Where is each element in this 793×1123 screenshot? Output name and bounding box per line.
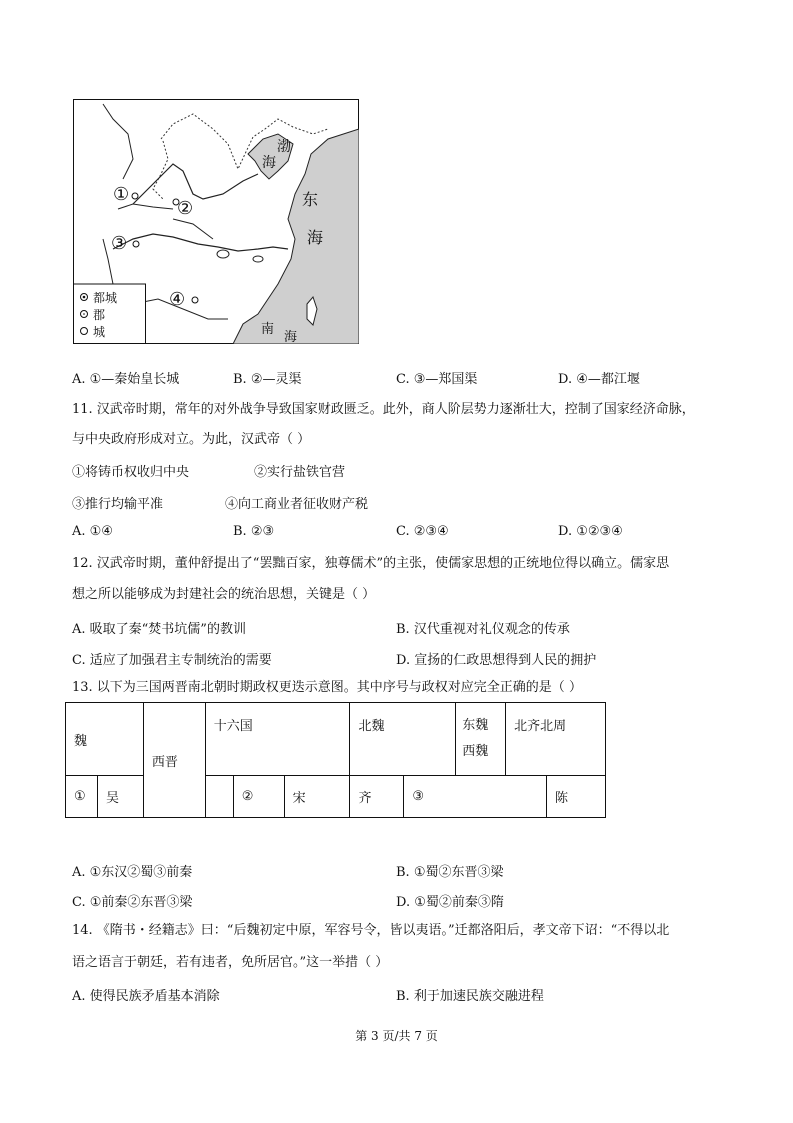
cell-n2: ② — [233, 776, 284, 818]
q11-option-d[interactable]: D. ①②③④ — [558, 524, 623, 539]
map-label-bohai-2: 海 — [262, 155, 276, 171]
lake-2 — [253, 256, 263, 262]
q14-option-b[interactable]: B. 利于加速民族交融进程 — [396, 989, 544, 1004]
q10-option-d[interactable]: D. ④—都江堰 — [558, 372, 640, 387]
q11-stem-line-1: 11. 汉武帝时期，常年的对外战争导致国家财政匮乏。此外，商人阶层势力逐渐壮大，控制了国家经济命脉， — [72, 402, 695, 417]
legend-commandery-label: 郡 — [93, 308, 106, 322]
page-number: 第 3 页/共 7 页 — [355, 1029, 438, 1043]
cell-shiliuguo: 十六国 — [205, 703, 350, 776]
legend-city-symbol — [81, 328, 88, 335]
q12-option-d[interactable]: D. 宣扬的仁政思想得到人民的拥护 — [396, 653, 597, 668]
q11-item-1: ①将铸币权收归中央 — [72, 465, 190, 480]
cell-dongwei: 东魏 — [462, 718, 489, 733]
map-label-nanhai-1: 南 — [261, 322, 275, 337]
q13-option-d[interactable]: D. ①蜀②前秦③隋 — [396, 895, 504, 910]
map-label-nanhai-2: 海 — [284, 330, 298, 345]
cell-xiwei: 西魏 — [462, 744, 489, 759]
lake — [217, 250, 229, 258]
cell-xijin: 西晋 — [143, 703, 205, 818]
q14-stem-line-1: 14. 《隋书・经籍志》曰：“后魏初定中原，军容号令，皆以夷语。”迁都洛阳后，孝文帝下诏：“不得以北 — [72, 923, 670, 938]
q10-option-b[interactable]: B. ②—灵渠 — [233, 372, 302, 387]
legend-city-label: 城 — [93, 325, 106, 339]
historical-map — [73, 99, 359, 344]
q12-option-c[interactable]: C. 适应了加强君主专制统治的需要 — [72, 653, 272, 668]
q12-stem-line-2: 想之所以能够成为封建社会的统治思想，关键是（ ） — [72, 587, 376, 602]
map-drawing — [73, 99, 359, 344]
regime-succession-table — [65, 702, 606, 818]
q11-option-b[interactable]: B. ②③ — [233, 524, 275, 539]
cell-song: 宋 — [284, 776, 350, 818]
q10-option-c[interactable]: C. ③—郑国渠 — [396, 372, 478, 387]
q14-stem-line-2: 语之语言于朝廷，若有违者，免所居官。”这一举措（ ） — [72, 955, 389, 970]
cell-n3: ③ — [404, 776, 547, 818]
cell-wei: 魏 — [66, 703, 144, 776]
map-marker-1: ① — [113, 184, 130, 205]
q11-item-4: ④向工商业者征收财产税 — [225, 497, 369, 512]
cell-qi: 齐 — [350, 776, 404, 818]
cell-beiqi-beizhou: 北齐北周 — [506, 703, 606, 776]
q12-option-b[interactable]: B. 汉代重视对礼仪观念的传承 — [396, 622, 570, 637]
q13-option-a[interactable]: A. ①东汉②蜀③前秦 — [72, 865, 193, 880]
cell-chen: 陈 — [547, 776, 606, 818]
city-marker-3 — [133, 241, 139, 247]
map-marker-4: ④ — [169, 289, 186, 310]
legend-capital-label: 都城 — [93, 291, 118, 305]
map-marker-2: ② — [177, 198, 194, 219]
map-label-donghai-2: 海 — [307, 228, 324, 247]
map-label-donghai-1: 东 — [302, 190, 319, 209]
q12-stem-line-1: 12. 汉武帝时期，董仲舒提出了“罢黜百家，独尊儒术”的主张，使儒家思想的正统地位得以确立。儒家思 — [72, 556, 670, 571]
cell-empty — [205, 776, 233, 818]
map-marker-3: ③ — [111, 233, 128, 254]
q10-option-a[interactable]: A. ①—秦始皇长城 — [72, 372, 180, 387]
q13-stem: 13. 以下为三国两晋南北朝时期政权更迭示意图。其中序号与政权对应完全正确的是（ ） — [72, 680, 582, 695]
map-label-bohai-1: 渤 — [277, 139, 291, 155]
q11-option-a[interactable]: A. ①④ — [72, 524, 113, 539]
q11-item-3: ③推行均输平准 — [72, 497, 164, 512]
cell-beiwei: 北魏 — [350, 703, 456, 776]
city-marker-1 — [132, 193, 138, 199]
q13-option-b[interactable]: B. ①蜀②东晋③梁 — [396, 865, 504, 880]
cell-dongwei-xiwei — [456, 703, 506, 776]
q14-option-a[interactable]: A. 使得民族矛盾基本消除 — [72, 989, 220, 1004]
q11-option-c[interactable]: C. ②③④ — [396, 524, 449, 539]
city-marker-4 — [192, 297, 198, 303]
q11-stem-line-2: 与中央政府形成对立。为此，汉武帝（ ） — [72, 432, 311, 447]
q13-option-c[interactable]: C. ①前秦②东晋③梁 — [72, 895, 193, 910]
cell-n1: ① — [66, 776, 98, 818]
cell-wu: 吴 — [97, 776, 143, 818]
q12-option-a[interactable]: A. 吸取了秦“焚书坑儒”的教训 — [72, 622, 246, 637]
q11-item-2: ②实行盐铁官营 — [254, 465, 346, 480]
